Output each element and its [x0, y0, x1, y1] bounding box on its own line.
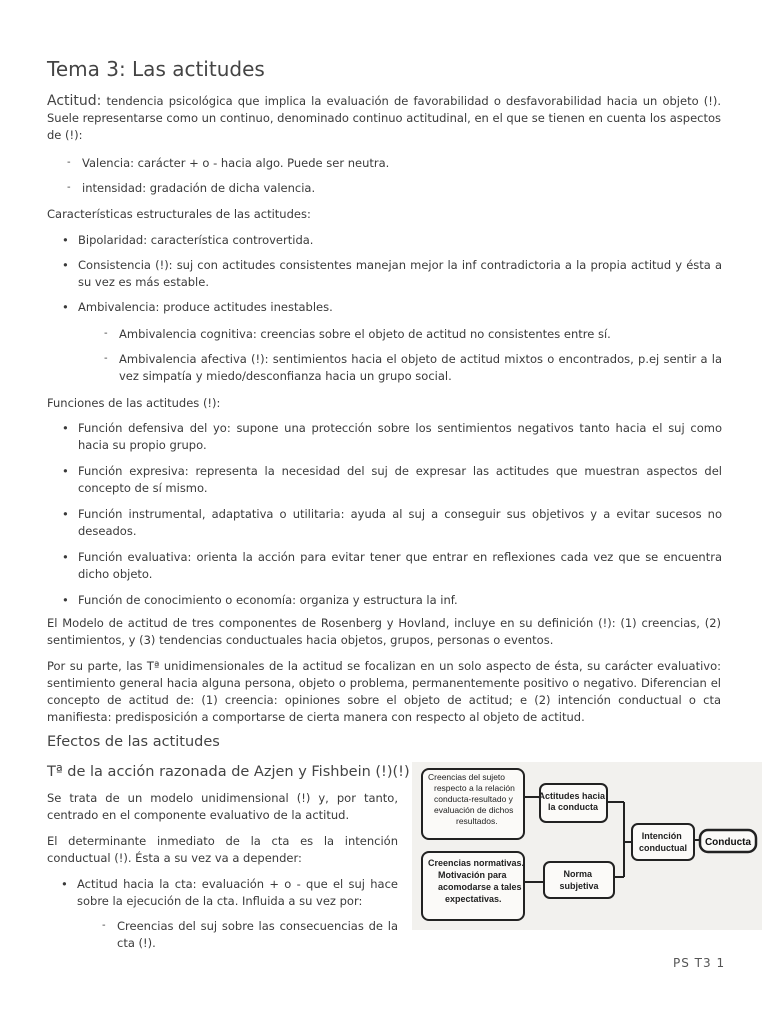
theory-heading: Tª de la acción razonada de Azjen y Fishbein (!)(!) — [47, 764, 410, 780]
diagram-label: subjetiva — [559, 881, 599, 891]
page-title: Tema 3: Las actitudes — [47, 57, 265, 81]
theory-bullet-list — [77, 876, 398, 910]
diagram-label: respecto a la relación — [434, 783, 515, 793]
diagram-label: Intención — [641, 831, 682, 841]
diagram-label: conducta-resultado y — [434, 794, 513, 804]
list-item: • Función de conocimiento o economía: organiza y estructura la inf. — [78, 592, 722, 609]
functions-heading: Funciones de las actitudes (!): — [47, 396, 221, 410]
diagram-label: conductual — [638, 843, 688, 853]
actitud-definition: tendencia psicológica que implica la evaluación de favorabilidad o desfavorabilidad hacia un objeto (!). Suele representarse como un continuo, denominado continuo actitudinal, en el que se tienen en cuenta los aspectos de (!): — [47, 94, 721, 142]
list-item: • Consistencia (!): suj con actitudes consistentes manejan mejor la inf contradictoria a la propia actitud y ésta a su vez es más estable. — [78, 257, 722, 291]
dimension-list — [82, 155, 722, 197]
theory-subdash-list — [117, 918, 398, 952]
diagram-label: expectativas. — [445, 894, 502, 904]
actitud-term: Actitud: — [47, 93, 102, 109]
attitudes-text — [538, 791, 607, 812]
diagram-label: Motivación para — [438, 870, 507, 880]
theory-paragraph-2: El determinante inmediato de la cta es la intención conductual (!). Ésta a su vez va a depender: — [47, 834, 398, 865]
effects-heading: Efectos de las actitudes — [47, 734, 220, 750]
list-item: - Ambivalencia cognitiva: creencias sobre el objeto de actitud no consistentes entre sí. — [119, 326, 722, 343]
diagram-label: acomodarse a tales — [438, 882, 522, 892]
reasoned-action-diagram — [412, 762, 762, 930]
list-item: • Función expresiva: representa la necesidad del suj de expresar las actitudes que muestran aspectos del concepto de sí mismo. — [78, 463, 722, 497]
list-item: • Función instrumental, adaptativa o utilitaria: ayuda al suj a conseguir sus objetivos y a evitar sucesos no deseados. — [78, 506, 722, 540]
structural-list — [78, 232, 722, 316]
model-paragraph: El Modelo de actitud de tres componentes de Rosenberg y Hovland, incluye en su definición (!): (1) creencias, (2) sentimientos, y (3) tendencias conductuales hacia objetos, grupos, personas o eventos. — [47, 616, 721, 647]
unidimensional-paragraph: Por su parte, las Tª unidimensionales de la actitud se focalizan en un solo aspecto de ésta, su carácter evaluativo: sentimiento general hacia alguna persona, objeto o problema, permanentemente positivo o negativo. Diferencian el concepto de actitud de: (1) creencia: opiniones sobre el objeto de actitud; e (2) intención conductual o cta manifiesta: predisposición a comportarse de cierta manera con respecto al objeto de actitud. — [47, 659, 721, 724]
diagram-label: Norma — [563, 869, 592, 879]
list-item: • Función defensiva del yo: supone una protección sobre los sentimientos negativos tanto hacia el suj como hacia su propio grupo. — [78, 420, 722, 454]
diagram-label: Creencias normativas. — [428, 858, 525, 868]
functions-list — [78, 420, 722, 609]
diagram-label: Actitudes hacia — [538, 791, 606, 801]
list-item: • Función evaluativa: orienta la acción para evitar tener que entrar en reflexiones cada vez que se encuentra dicho objeto. — [78, 549, 722, 583]
structural-heading: Características estructurales de las actitudes: — [47, 207, 311, 221]
list-item: • Actitud hacia la cta: evaluación + o - que el suj hace sobre la ejecución de la cta. Influida a su vez por: — [77, 876, 398, 910]
diagram-label: Conducta — [704, 837, 752, 848]
list-item: - Ambivalencia afectiva (!): sentimientos hacia el objeto de actitud mixtos o encontrados, p.ej sentir a la vez simpatía y miedo/desconfianza hacia un grupo social. — [119, 351, 722, 385]
subjective-norm-box — [544, 862, 614, 898]
diagram-label: evaluación de dichos — [434, 805, 514, 815]
page-footer: PS T3 1 — [673, 956, 726, 970]
list-item: • Ambivalencia: produce actitudes inestables. — [78, 299, 722, 316]
intro-paragraph — [47, 93, 721, 144]
diagram-label: resultados. — [456, 816, 498, 826]
diagram-label: Creencias del sujeto — [428, 772, 506, 782]
diagram-label: la conducta — [547, 802, 599, 812]
list-item: - Creencias del suj sobre las consecuencias de la cta (!). — [117, 918, 398, 952]
theory-paragraph-1: Se trata de un modelo unidimensional (!) y, por tanto, centrado en el componente evaluativo de la actitud. — [47, 791, 398, 822]
list-item: - intensidad: gradación de dicha valencia. — [82, 180, 722, 197]
list-item: • Bipolaridad: característica controvertida. — [78, 232, 722, 249]
ambivalence-list — [119, 326, 722, 385]
intention-box — [632, 824, 694, 860]
list-item: - Valencia: carácter + o - hacia algo. Puede ser neutra. — [82, 155, 722, 172]
diagram-svg — [412, 762, 762, 930]
